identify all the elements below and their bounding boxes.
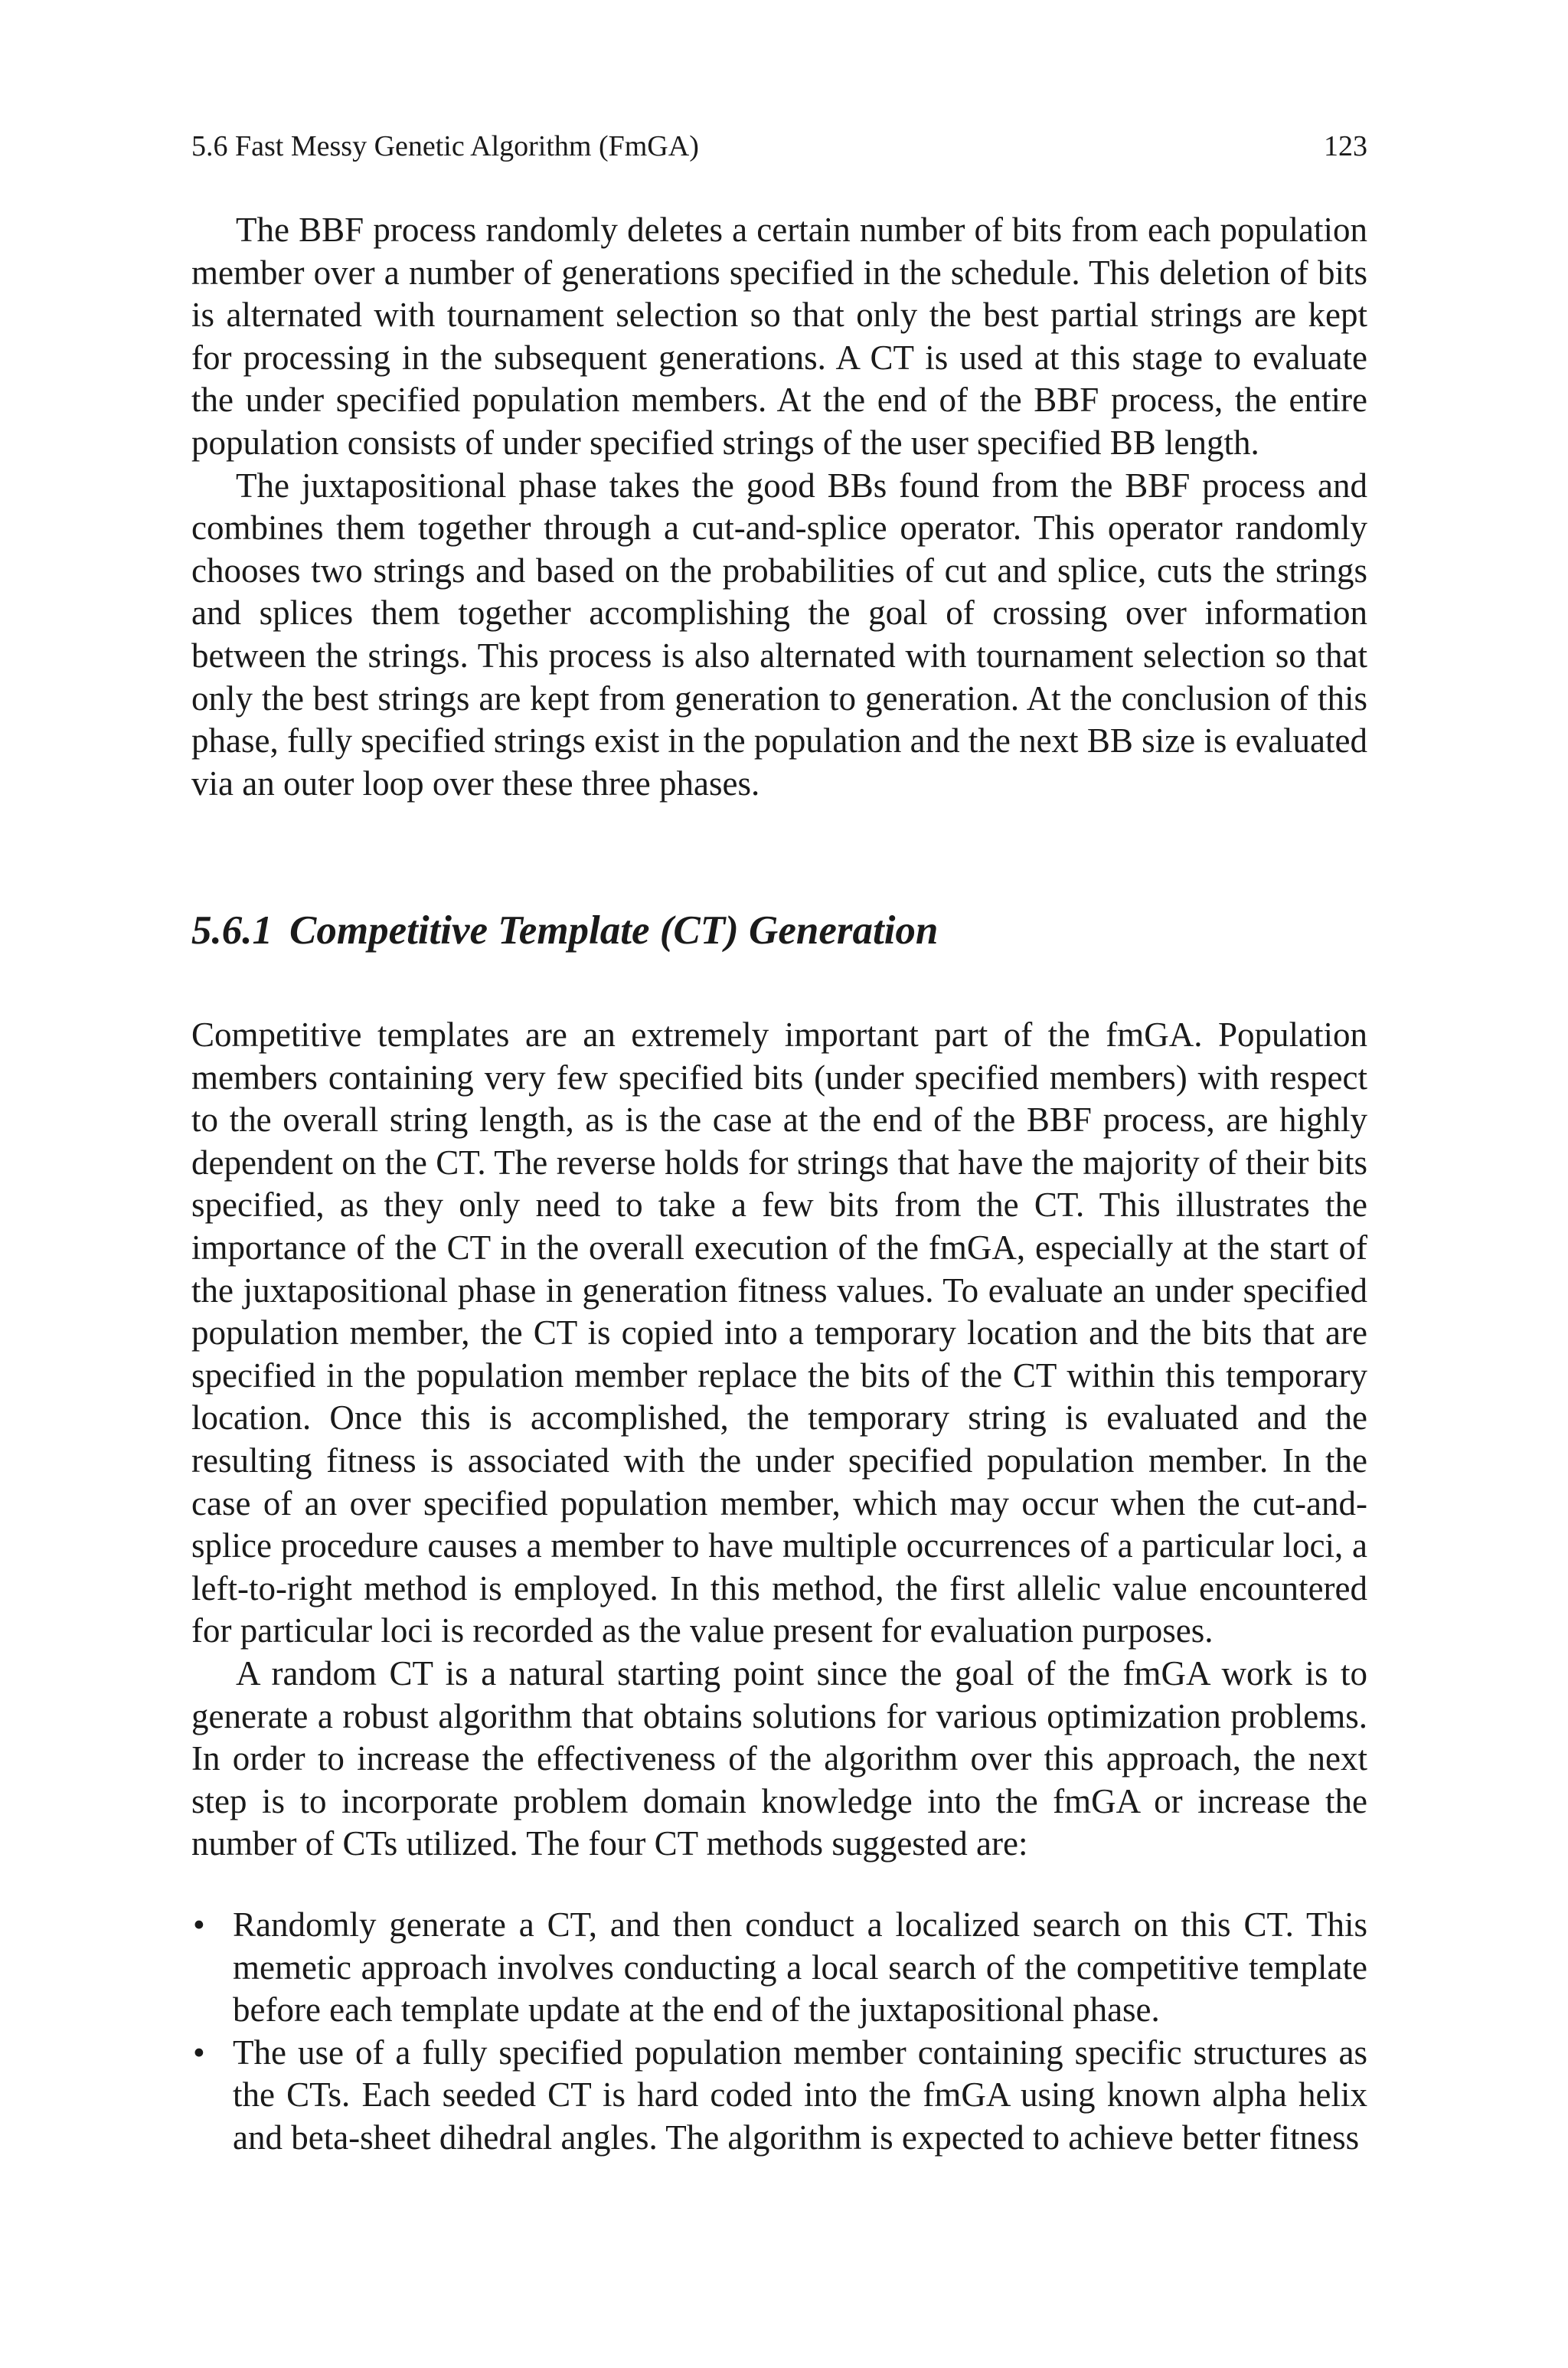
running-head	[191, 126, 1367, 166]
book-page	[191, 0, 1367, 2368]
section-paragraph-2: A random CT is a natural starting point since the goal of the fmGA work is to generate a robust algorithm that obtains solutions for various optimization problems. In order to increase the effectiveness of the algorithm over this approach, the next step is to incorporate problem domain knowledge into the fmGA or increase the number of CTs utilized. The four CT methods suggested are:	[191, 1653, 1367, 1863]
section-paragraph-1: Competitive templates are an extremely important part of the fmGA. Population members containing very few specified bits (under specified members) with respect to the overall string length, as is the case at the end of the BBF process, are highly dependent on the CT. The reverse holds for strings that have the majority of their bits specified, as they only need to take a few bits from the CT. This illustrates the importance of the CT in the overall execution of the fmGA, especially at the start of the juxtapositional phase in generation fitness values. To evaluate an under specified population member, the CT is copied into a temporary location and the bits that are specified in the population member replace the bits of the CT within this temporary location. Once this is accomplished, the temporary string is evaluated and the resulting fitness is associated with the under specified population member. In the case of an over specified population member, which may occur when the cut-and-splice procedure causes a member to have multiple occurrences of a particular loci, a left-to-right method is employed. In this method, the first allelic value encountered for particular loci is recorded as the value present for evaluation purposes.	[191, 1016, 1367, 1650]
list-item	[191, 2032, 1367, 2160]
section-number: 5.6.1	[191, 908, 273, 953]
bullet-icon: •	[193, 2033, 205, 2072]
list-item-text: Randomly generate a CT, and then conduct a localized search on this CT. This memetic approach involves conducting a local search of the competitive template before each template update at the end of the juxtapositional phase.	[233, 1905, 1367, 2029]
intro-paragraph-1: The BBF process randomly deletes a certain number of bits from each population member over a number of generations specified in the schedule. This deletion of bits is alternated with tournament selection so that only the best partial strings are kept for processing in the subsequent generations. A CT is used at this stage to evaluate the under specified population members. At the end of the BBF process, the entire population consists of under specified strings of the user specified BB length.	[191, 211, 1367, 462]
section-text	[191, 1014, 1367, 1866]
section-title: Competitive Template (CT) Generation	[289, 908, 939, 953]
section-heading	[191, 904, 1367, 957]
list-item	[191, 1904, 1367, 2032]
bullet-icon: •	[193, 1905, 205, 1944]
list-item-text: The use of a fully specified population member containing specific structures as the CTs. Each seeded CT is hard coded into the fmGA using known alpha helix and beta-sheet dihedral angles. The algorithm is expected to achieve better fitness	[233, 2033, 1367, 2157]
page-number: 123	[1324, 130, 1367, 162]
intro-paragraph-2: The juxtapositional phase takes the good BBs found from the BBF process and combines them together through a cut-and-splice operator. This operator randomly chooses two strings and based on the probabilities of cut and splice, cuts the strings and splices them together accomplishing the goal of crossing over information between the strings. This process is also alternated with tournament selection so that only the best strings are kept from generation to generation. At the conclusion of this phase, fully specified strings exist in the population and the next BB size is evaluated via an outer loop over these three phases.	[191, 466, 1367, 803]
intro-text	[191, 209, 1367, 805]
running-head-section-title: 5.6 Fast Messy Genetic Algorithm (FmGA)	[191, 130, 699, 162]
ct-methods-list	[191, 1904, 1367, 2160]
